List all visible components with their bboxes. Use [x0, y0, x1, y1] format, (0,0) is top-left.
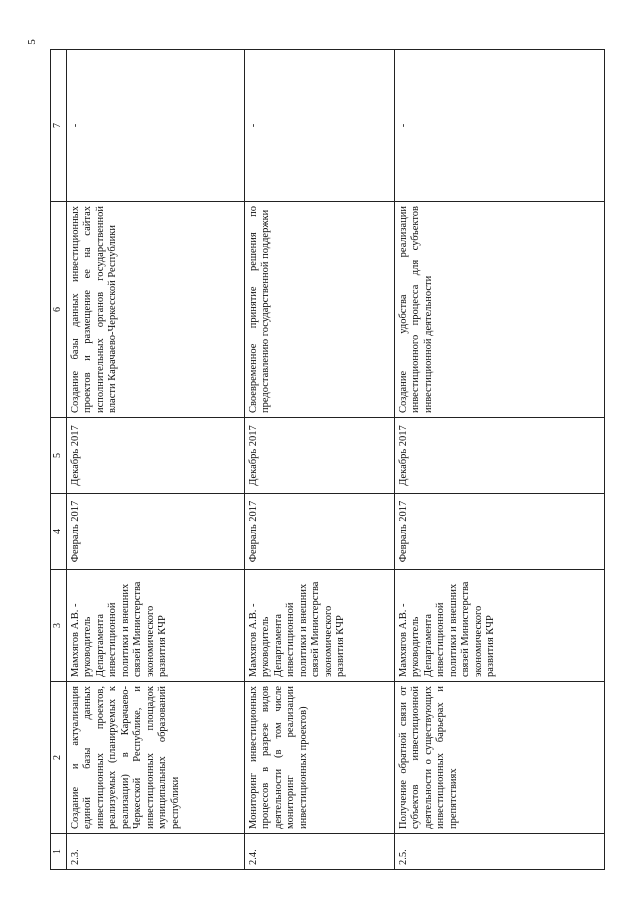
action-plan-table	[50, 49, 605, 870]
table-row	[66, 50, 244, 870]
row-number: 2.3.	[66, 834, 244, 870]
table-header-row	[51, 50, 67, 870]
activity-cell: Получение обратной связи от субъектов инвестиционной деятельности о существующих инвестиционных барьерах и препятствиях	[394, 682, 605, 834]
result-cell: Создание удобства реализации инвестиционного процесса для субъектов инвестиционной деятельности	[394, 202, 605, 418]
result-cell: Создание базы данных инвестиционных проектов и размещение ее на сайтах исполнительных органов государственной власти Карачаево-Черкесской Республики	[66, 202, 244, 418]
row-number: 2.4.	[244, 834, 394, 870]
start-date-cell: Февраль 2017	[66, 494, 244, 570]
activity-cell: Создание и актуализация единой базы данных инвестиционных проектов, реализуемых (планируемых к реализации) в Карачаево-Черкесской Республике, и инвестиционных площадок муниципальных образований республики	[66, 682, 244, 834]
note-cell: -	[394, 50, 605, 202]
end-date-cell: Декабрь 2017	[244, 418, 394, 494]
header-cell-5: 5	[51, 418, 67, 494]
table-row	[244, 50, 394, 870]
header-cell-3: 3	[51, 570, 67, 682]
header-cell-1: 1	[51, 834, 67, 870]
header-cell-7: 7	[51, 50, 67, 202]
start-date-cell: Февраль 2017	[244, 494, 394, 570]
result-cell: Своевременное принятие решения по предоставлению государственной поддержки	[244, 202, 394, 418]
responsible-cell: Мамхягов А.В. - руководитель Департамента инвестиционной политики и внешних связей Министерства экономического развития КЧР	[244, 570, 394, 682]
header-cell-6: 6	[51, 202, 67, 418]
start-date-cell: Февраль 2017	[394, 494, 605, 570]
page-number: 5	[25, 39, 38, 45]
row-number: 2.5.	[394, 834, 605, 870]
table-row	[394, 50, 605, 870]
rotated-table-container	[50, 50, 605, 870]
note-cell: -	[244, 50, 394, 202]
header-cell-2: 2	[51, 682, 67, 834]
activity-cell: Мониторинг инвестиционных процессов в разрезе видов деятельности (в том числе мониторинг реализации инвестиционных проектов)	[244, 682, 394, 834]
note-cell: -	[66, 50, 244, 202]
header-cell-4: 4	[51, 494, 67, 570]
responsible-cell: Мамхягов А.В. - руководитель Департамента инвестиционной политики и внешних связей Министерства экономического развития КЧР	[394, 570, 605, 682]
responsible-cell: Мамхягов А.В. - руководитель Департамента инвестиционной политики и внешних связей Министерства экономического развития КЧР	[66, 570, 244, 682]
end-date-cell: Декабрь 2017	[394, 418, 605, 494]
end-date-cell: Декабрь 2017	[66, 418, 244, 494]
